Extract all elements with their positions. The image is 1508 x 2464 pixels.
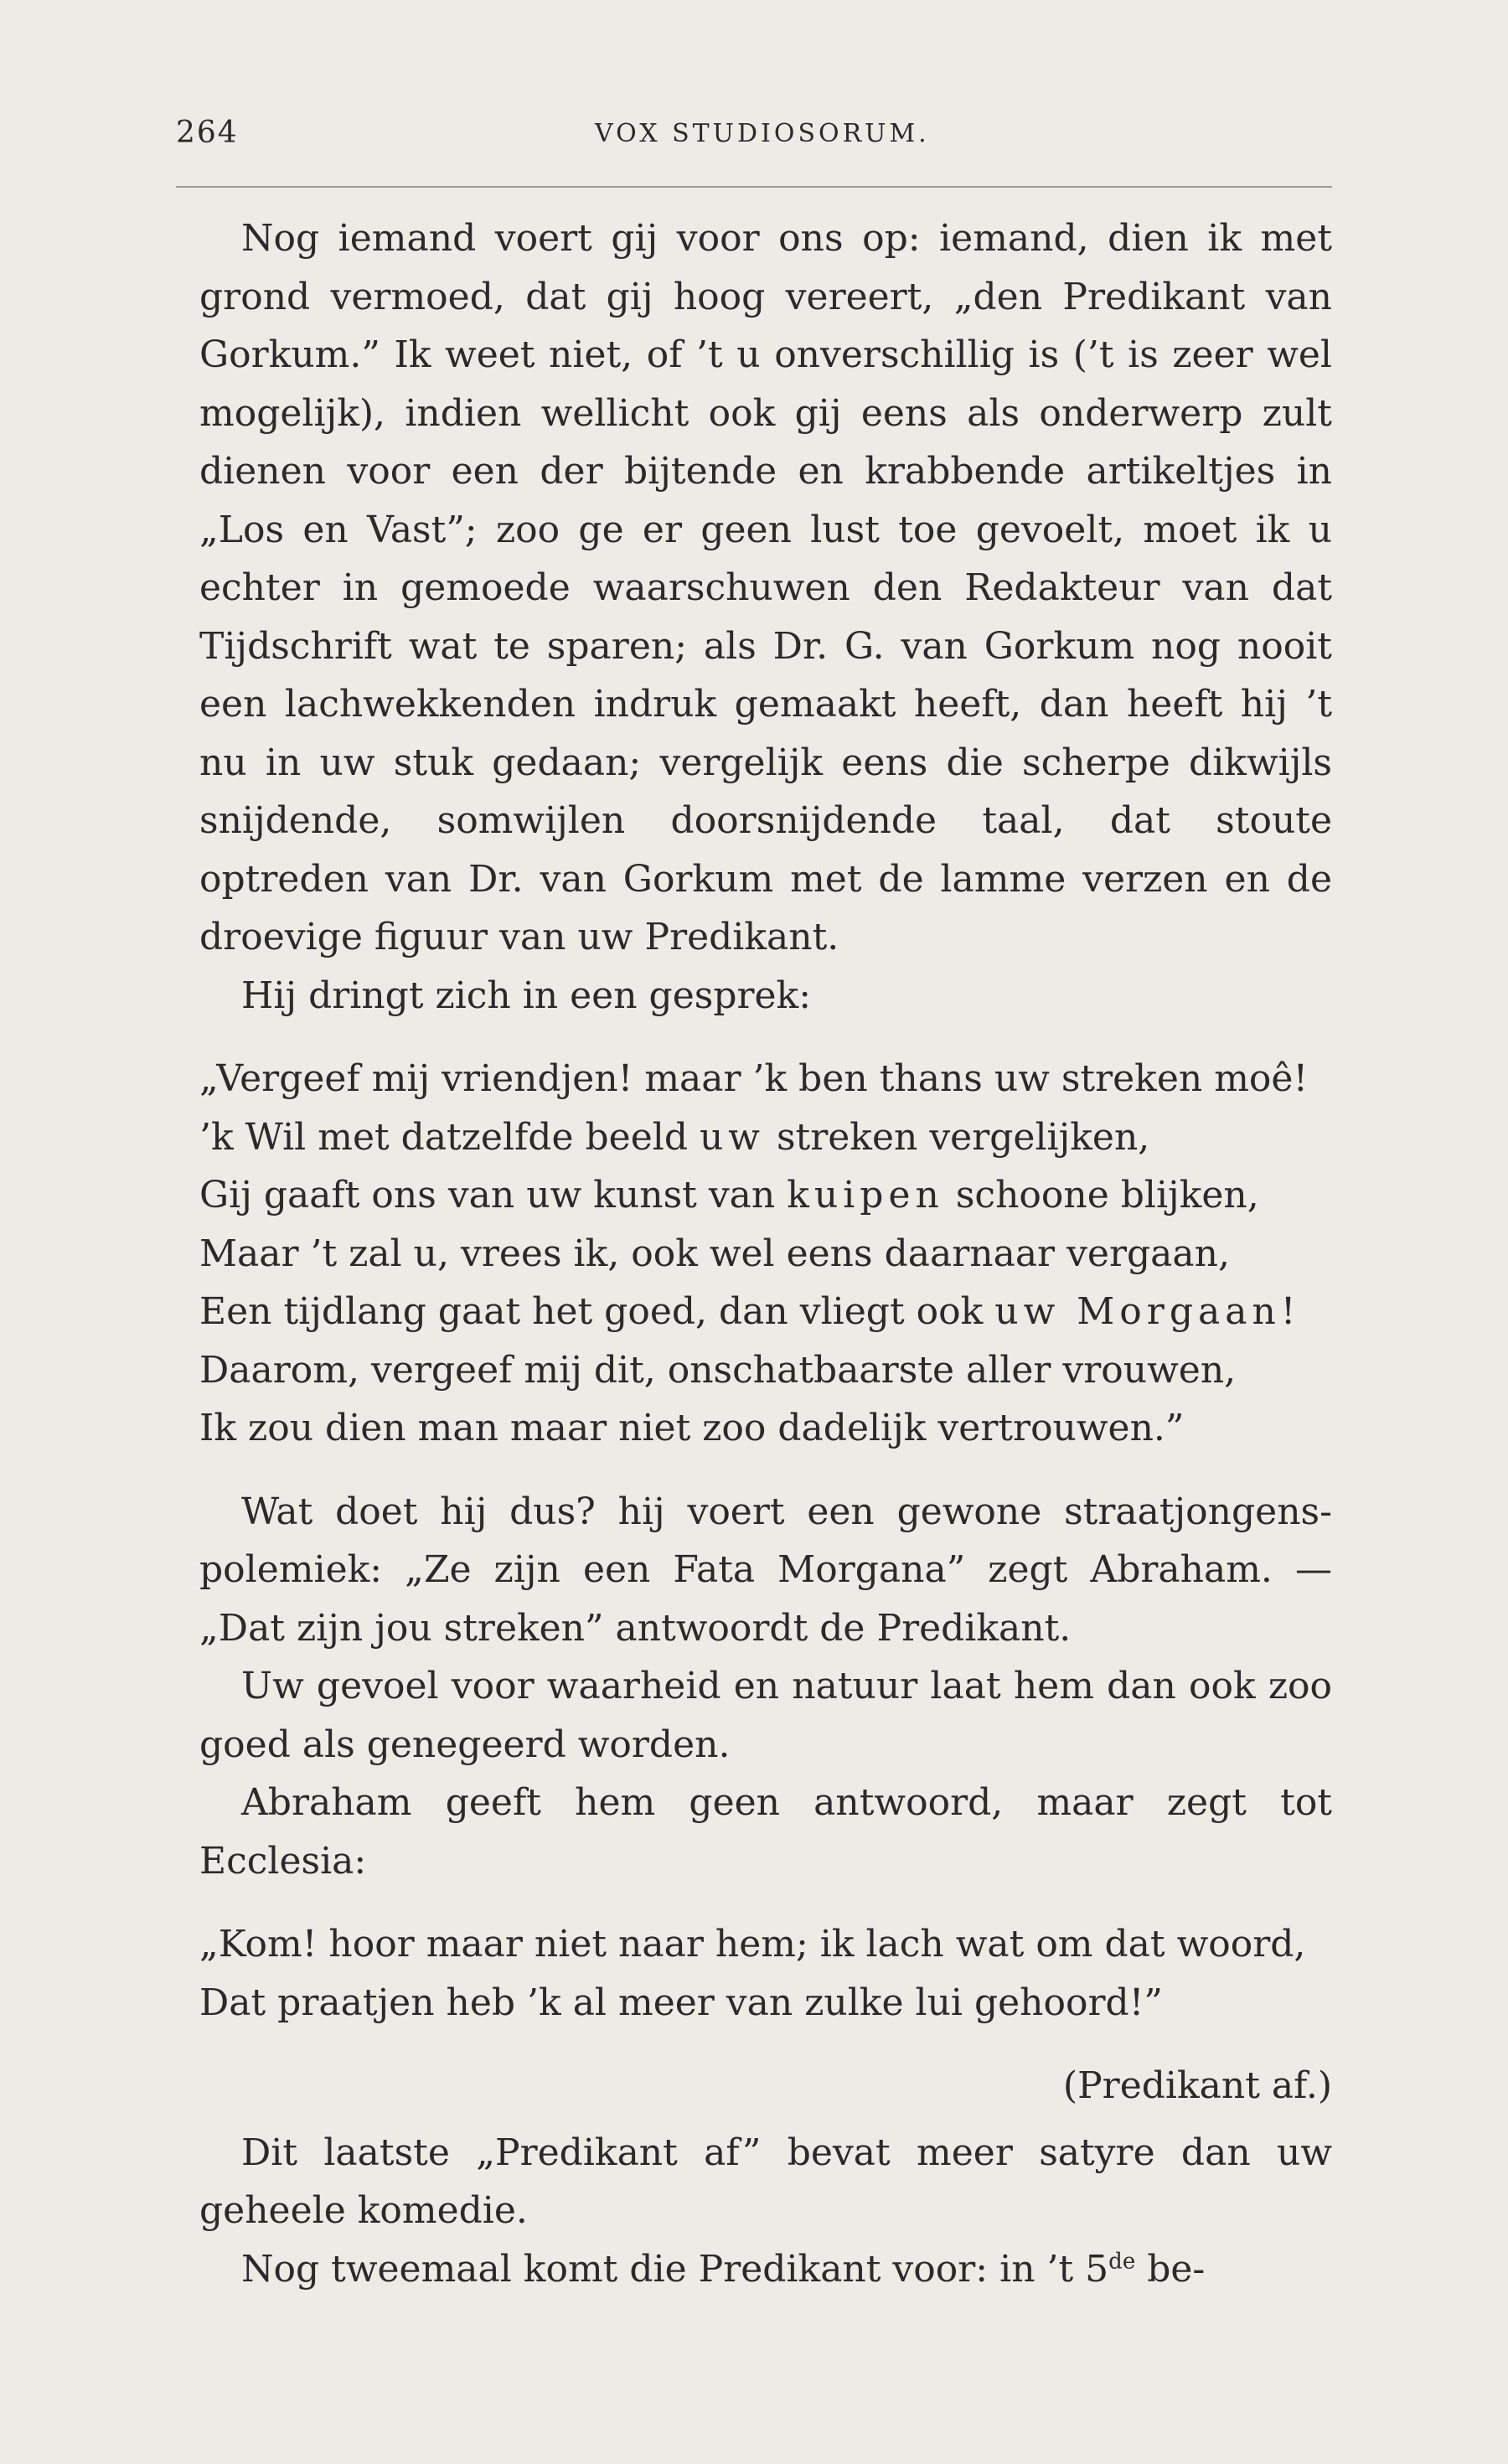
paragraph: Nog iemand voert gij voor ons op: iemand, dien ik met grond vermoed, dat gij hoog vereert, „den Predikant van Gorkum.” Ik weet niet, of ’t u onverschillig is (’t is zeer wel mogelijk), indien wellicht ook gij eens als onderwerp zult dienen voor een der bijtende en krabbende artikeltjes in „Los en Vast”; zoo ge er geen lust toe gevoelt, moet ik u echter in gemoede waarschuwen den Redakteur van dat Tijdschrift wat te sparen; als Dr. G. van Gorkum nog nooit een lachwekkenden indruk gemaakt heeft, dan heeft hij ’t nu in uw stuk gedaan; vergelijk eens die scherpe dikwijls snijdende, somwijlen doorsnijdende taal, dat stoute optreden van Dr. van Gorkum met de lamme verzen en de droevige figuur van uw Predikant. <box>199 217 1332 958</box>
verse-text: streken vergelijken, <box>764 1115 1150 1159</box>
verse-line <box>199 1166 1332 1225</box>
paragraph: Hij dringt zich in een gesprek: <box>241 974 812 1017</box>
page-number: 264 <box>176 116 239 150</box>
page-header <box>176 116 1332 166</box>
verse-line: Daarom, vergeef mij dit, onschatbaarste aller vrouwen, <box>199 1348 1237 1392</box>
verse-line: Ik zou dien man maar niet zoo dadelijk vertrouwen.” <box>199 1407 1185 1449</box>
body-text <box>199 209 1332 2298</box>
verse-line <box>199 1108 1332 1167</box>
paragraph: Dit laatste „Predikant af” bevat meer satyre dan uw geheele komedie. <box>199 2131 1332 2232</box>
paragraph <box>199 2240 1332 2299</box>
verse-quote <box>199 1915 1332 2032</box>
verse-text: ’k Wil met datzelfde beeld <box>199 1115 700 1159</box>
verse-line: Maar ’t zal u, vrees ik, ook wel eens daarnaar vergaan, <box>199 1232 1230 1275</box>
verse-line: „Kom! hoor maar niet naar hem; ik lach wat om dat woord, <box>199 1923 1306 1966</box>
verse-quote <box>199 1050 1332 1458</box>
running-head: VOX STUDIOSORUM. <box>595 119 930 148</box>
paragraph-text: be- <box>1135 2247 1206 2291</box>
paragraph: Abraham geeft hem geen antwoord, maar zegt tot Ecclesia: <box>199 1781 1332 1883</box>
paragraph: Uw gevoel voor waarheid en natuur laat hem dan ook zoo goed als genegeerd worden. <box>199 1665 1332 1766</box>
verse-line: „Vergeef mij vriendjen! maar ’k ben thans uw streken moê! <box>199 1057 1309 1100</box>
verse-text: Gij gaaft ons van uw kunst van <box>199 1174 788 1217</box>
header-rule <box>176 186 1332 188</box>
superscript: de <box>1108 2248 1136 2274</box>
paragraph: Wat doet hij dus? hij voert een gewone straatjongens-polemiek: „Ze zijn een Fata Morgana” zegt Abraham. — „Dat zijn jou streken” antwoordt de Predikant. <box>199 1490 1332 1650</box>
verse-text: ! <box>1280 1290 1296 1333</box>
verse-line <box>199 1283 1332 1341</box>
verse-text: schoone blijken, <box>943 1174 1259 1217</box>
stage-direction: (Predikant af.) <box>1062 2064 1332 2107</box>
verse-emphasis: uw <box>699 1115 765 1159</box>
paragraph-text: Nog tweemaal komt die Predikant voor: in ’t 5 <box>241 2247 1109 2291</box>
verse-text: Een tijdlang gaat het goed, dan vliegt ook <box>199 1290 995 1333</box>
verse-line: Dat praatjen heb ’k al meer van zulke lui gehoord!” <box>199 1981 1163 2024</box>
verse-emphasis: uw Morgaan <box>994 1290 1281 1333</box>
verse-emphasis: kuipen <box>787 1174 944 1217</box>
